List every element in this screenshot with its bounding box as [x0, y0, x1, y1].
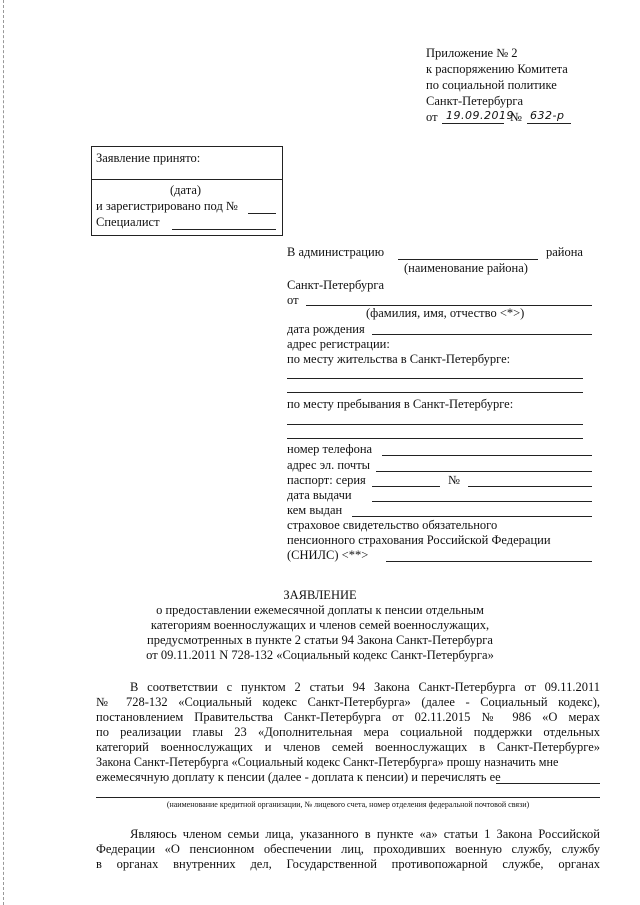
phone-field[interactable]: [382, 455, 592, 456]
fio-hint: (фамилия, имя, отчество <*>): [366, 306, 525, 320]
district-hint: (наименование района): [404, 261, 528, 275]
left-margin-edge: [3, 0, 4, 905]
stay-field-2[interactable]: [287, 438, 583, 439]
passport-number-label: №: [448, 473, 460, 487]
p1-line-1: В соответствии с пунктом 2 статьи 94 Закона Санкт-Петербурга от 09.11.2011: [130, 680, 600, 694]
p2-line-2: Федерации «О пенсионном обеспечении лиц, проходивших военную службу, службу: [96, 842, 600, 856]
issued-by-field[interactable]: [352, 516, 592, 517]
email-label: адрес эл. почты: [287, 458, 371, 472]
issue-date-field[interactable]: [372, 501, 592, 502]
to-admin-label: В администрацию: [287, 245, 385, 259]
p2-line-1: Являюсь членом семьи лица, указанного в пункте «а» статьи 1 Закона Российской: [130, 827, 600, 841]
accepted-label: Заявление принято:: [96, 151, 201, 165]
city-label: Санкт-Петербурга: [287, 278, 385, 292]
residence-field-2[interactable]: [287, 392, 583, 393]
birth-date-field[interactable]: [372, 334, 592, 335]
p2-line-3: в органах внутренних дел, Государственной противопожарной службе, органах: [96, 857, 600, 871]
title-line-1: о предоставлении ежемесячной доплаты к пенсии отдельным: [156, 603, 484, 617]
snils-label-2: пенсионного страхования Российской Федерации: [287, 533, 551, 547]
passport-series-field[interactable]: [372, 486, 440, 487]
stay-field-1[interactable]: [287, 424, 583, 425]
bank-hint: (наименование кредитной организации, № лицевого счета, номер отделения федеральной почтовой связи): [166, 800, 530, 809]
appendix-date-underline: [442, 123, 504, 124]
p1-line-6: Закона Санкт-Петербурга «Социальный кодекс Санкт-Петербурга» прошу назначить мне: [96, 755, 559, 769]
issue-date-label: дата выдачи: [287, 488, 352, 502]
passport-number-field[interactable]: [468, 486, 592, 487]
specialist-field[interactable]: [172, 229, 276, 230]
birth-date-label: дата рождения: [287, 322, 365, 336]
email-field[interactable]: [376, 471, 592, 472]
payment-field[interactable]: [96, 797, 600, 798]
appendix-order-line: к распоряжению Комитета: [426, 62, 568, 76]
residence-label: по месту жительства в Санкт-Петербурге:: [287, 352, 511, 366]
title-line-2: категориям военнослужащих и членов семей военнослужащих,: [150, 618, 490, 632]
title-line-4: от 09.11.2011 N 728-132 «Социальный кодекс Санкт-Петербурга»: [146, 648, 494, 662]
acceptance-date-label: (дата): [170, 183, 202, 197]
district-label: района: [546, 245, 583, 259]
appendix-from-label: от: [426, 110, 438, 124]
payment-field-inline[interactable]: [496, 783, 600, 784]
appendix-committee-line: по социальной политике: [426, 78, 557, 92]
from-label: от: [287, 293, 299, 307]
reg-address-label: адрес регистрации:: [287, 337, 390, 351]
p1-line-4: по реализации главы 23 «Дополнительная мера социальной поддержки отдельных: [96, 725, 600, 739]
appendix-number-handwritten: 632-р: [530, 109, 565, 122]
district-field[interactable]: [398, 259, 538, 260]
appendix-title: Приложение № 2: [426, 46, 518, 60]
title-heading: ЗАЯВЛЕНИЕ: [283, 588, 357, 602]
specialist-label: Специалист: [96, 215, 160, 229]
appendix-number-label: №: [510, 110, 522, 124]
appendix-city-line: Санкт-Петербурга: [426, 94, 524, 108]
registered-label: и зарегистрировано под №: [96, 199, 238, 213]
snils-label-3: (СНИЛС) <**>: [287, 548, 369, 562]
stay-label: по месту пребывания в Санкт-Петербурге:: [287, 397, 514, 411]
snils-label-1: страховое свидетельство обязательного: [287, 518, 498, 532]
appendix-number-underline: [527, 123, 571, 124]
p1-line-2: № 728-132 «Социальный кодекс Санкт-Петербурга» (далее - Социальный кодекс),: [96, 695, 600, 709]
acceptance-box: [91, 146, 283, 236]
appendix-date-handwritten: 19.09.2019: [446, 109, 514, 122]
passport-series-label: паспорт: серия: [287, 473, 366, 487]
p1-line-7: ежемесячную доплату к пенсии (далее - доплата к пенсии) и перечислять ее: [96, 770, 501, 784]
issued-by-label: кем выдан: [287, 503, 343, 517]
registration-number-field[interactable]: [248, 213, 276, 214]
acceptance-divider: [92, 179, 282, 180]
p1-line-3: постановлением Правительства Санкт-Петербурга от 02.11.2015 № 986 «О мерах: [96, 710, 600, 724]
residence-field-1[interactable]: [287, 378, 583, 379]
title-line-3: предусмотренных в пункте 2 статьи 94 Закона Санкт-Петербурга: [147, 633, 493, 647]
snils-field[interactable]: [386, 561, 592, 562]
p1-line-5: категорий военнослужащих и членов семей военнослужащих в Санкт-Петербурге»: [96, 740, 600, 754]
phone-label: номер телефона: [287, 442, 373, 456]
